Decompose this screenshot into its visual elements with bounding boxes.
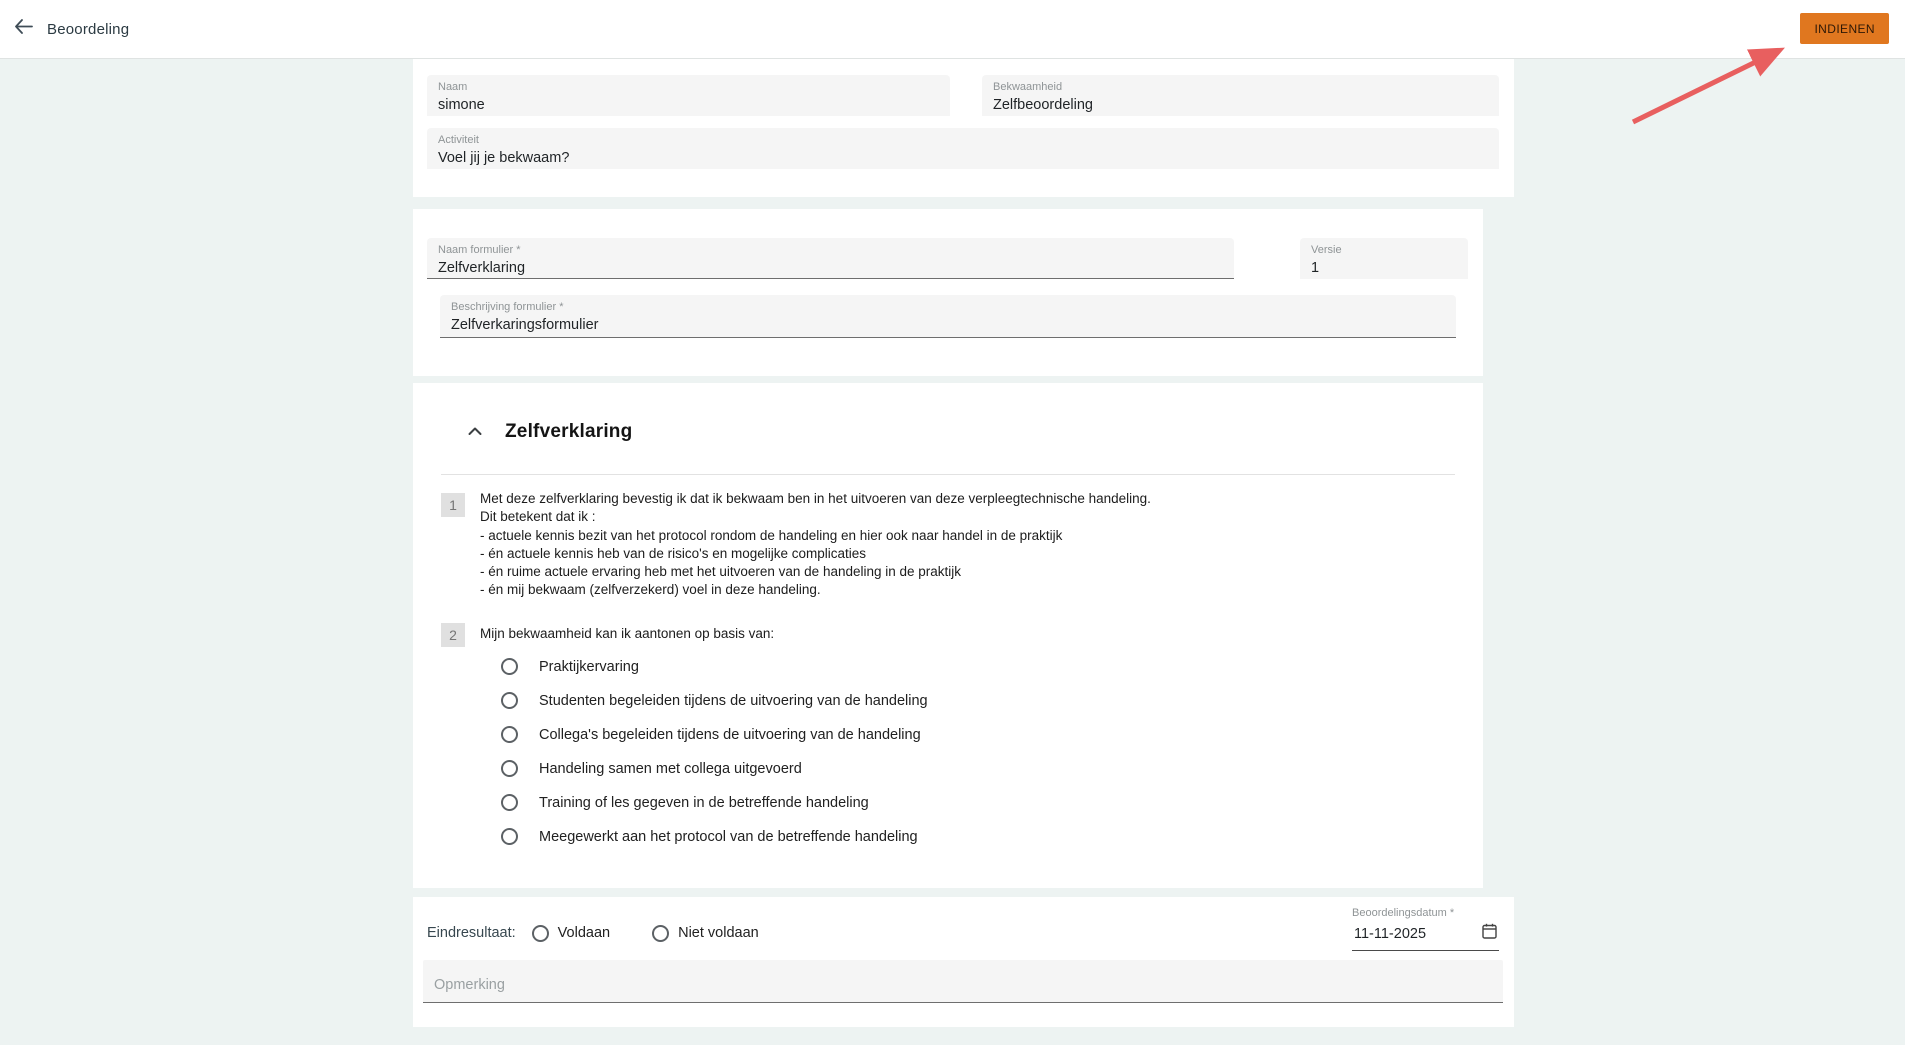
option-handeling-samen[interactable] bbox=[501, 760, 928, 777]
competence-field bbox=[982, 75, 1499, 116]
result-option-label: Voldaan bbox=[557, 925, 611, 941]
question-number-badge: 2 bbox=[441, 623, 465, 647]
option-label: Training of les gegeven in de betreffende handeling bbox=[539, 794, 869, 811]
result-option-voldaan[interactable] bbox=[532, 925, 610, 942]
option-training-gegeven[interactable] bbox=[501, 794, 928, 811]
name-field-label: Naam bbox=[438, 81, 468, 93]
name-field-value: simone bbox=[438, 97, 485, 113]
assessment-date-field bbox=[1352, 907, 1499, 951]
final-result-row bbox=[427, 921, 801, 945]
page-title: Beoordeling bbox=[47, 20, 130, 38]
version-field bbox=[1300, 238, 1468, 279]
option-label: Collega's begeleiden tijdens de uitvoering van de handeling bbox=[539, 726, 921, 743]
calendar-icon[interactable] bbox=[1482, 923, 1497, 944]
activity-field-value: Voel jij je bekwaam? bbox=[438, 150, 570, 166]
assessment-info-card bbox=[413, 59, 1514, 197]
option-label: Studenten begeleiden tijdens de uitvoering van de handeling bbox=[539, 692, 928, 709]
question-1-line: - actuele kennis bezit van het protocol rondom de handeling en hier ook naar handel in de praktijk bbox=[480, 527, 1063, 543]
back-arrow-icon bbox=[14, 19, 33, 39]
option-studenten-begeleiden[interactable] bbox=[501, 692, 928, 709]
radio-icon[interactable] bbox=[501, 794, 518, 811]
final-result-label: Eindresultaat: bbox=[427, 925, 516, 941]
option-label: Praktijkervaring bbox=[539, 658, 639, 675]
radio-icon[interactable] bbox=[501, 760, 518, 777]
form-description-label: Beschrijving formulier * bbox=[451, 301, 564, 313]
question-1-line: - én mij bekwaam (zelfverzekerd) voel in deze handeling. bbox=[480, 582, 821, 598]
question-1-line: - én actuele kennis heb van de risico's en mogelijke complicaties bbox=[480, 545, 867, 561]
chevron-up-icon[interactable] bbox=[468, 423, 482, 441]
radio-icon[interactable] bbox=[501, 828, 518, 845]
radio-icon[interactable] bbox=[501, 692, 518, 709]
submit-button[interactable]: INDIENEN bbox=[1800, 13, 1889, 44]
result-option-niet-voldaan[interactable] bbox=[652, 925, 759, 942]
name-field bbox=[427, 75, 950, 116]
form-name-value: Zelfverklaring bbox=[438, 260, 526, 276]
option-praktijkervaring[interactable] bbox=[501, 658, 928, 675]
radio-icon[interactable] bbox=[501, 658, 518, 675]
competence-field-value: Zelfbeoordeling bbox=[993, 97, 1093, 113]
top-bar bbox=[0, 0, 1905, 59]
section-divider bbox=[441, 474, 1455, 475]
result-option-label: Niet voldaan bbox=[678, 925, 759, 941]
form-description-input[interactable] bbox=[440, 295, 1456, 338]
form-name-input[interactable] bbox=[427, 238, 1234, 279]
form-description-value: Zelfverkaringsformulier bbox=[451, 317, 599, 333]
activity-field-label: Activiteit bbox=[438, 134, 479, 146]
comment-input[interactable] bbox=[423, 977, 1503, 1002]
back-button[interactable] bbox=[14, 19, 33, 39]
option-collegas-begeleiden[interactable] bbox=[501, 726, 928, 743]
question-2-options bbox=[501, 658, 928, 845]
version-field-value: 1 bbox=[1311, 260, 1320, 276]
question-2-prompt: Mijn bekwaamheid kan ik aantonen op basis van: bbox=[480, 626, 775, 641]
radio-icon[interactable] bbox=[532, 925, 549, 942]
question-1-line: Met deze zelfverklaring bevestig ik dat ik bekwaam ben in het uitvoeren van deze verpleegtechnische handeling. bbox=[480, 491, 1151, 506]
radio-icon[interactable] bbox=[501, 726, 518, 743]
comment-field bbox=[423, 960, 1503, 1003]
question-1-text bbox=[480, 490, 1440, 600]
question-number-badge: 1 bbox=[441, 493, 465, 517]
radio-icon[interactable] bbox=[652, 925, 669, 942]
self-declaration-section-card bbox=[413, 383, 1483, 888]
option-label: Handeling samen met collega uitgevoerd bbox=[539, 760, 802, 777]
version-field-label: Versie bbox=[1311, 244, 1342, 256]
competence-field-label: Bekwaamheid bbox=[993, 81, 1063, 93]
option-meegewerkt-protocol[interactable] bbox=[501, 828, 928, 845]
assessment-date-input[interactable] bbox=[1354, 926, 1454, 942]
result-card bbox=[413, 897, 1514, 1027]
section-title: Zelfverklaring bbox=[505, 421, 633, 442]
assessment-date-label: Beoordelingsdatum * bbox=[1352, 907, 1455, 919]
form-name-label: Naam formulier * bbox=[438, 244, 521, 256]
question-1-line: Dit betekent dat ik : bbox=[480, 509, 596, 525]
form-meta-card bbox=[413, 209, 1483, 376]
question-1-line: - én ruime actuele ervaring heb met het uitvoeren van de handeling in de praktijk bbox=[480, 564, 962, 580]
activity-field bbox=[427, 128, 1499, 169]
option-label: Meegewerkt aan het protocol van de betreffende handeling bbox=[539, 828, 918, 845]
section-header[interactable] bbox=[468, 421, 632, 443]
